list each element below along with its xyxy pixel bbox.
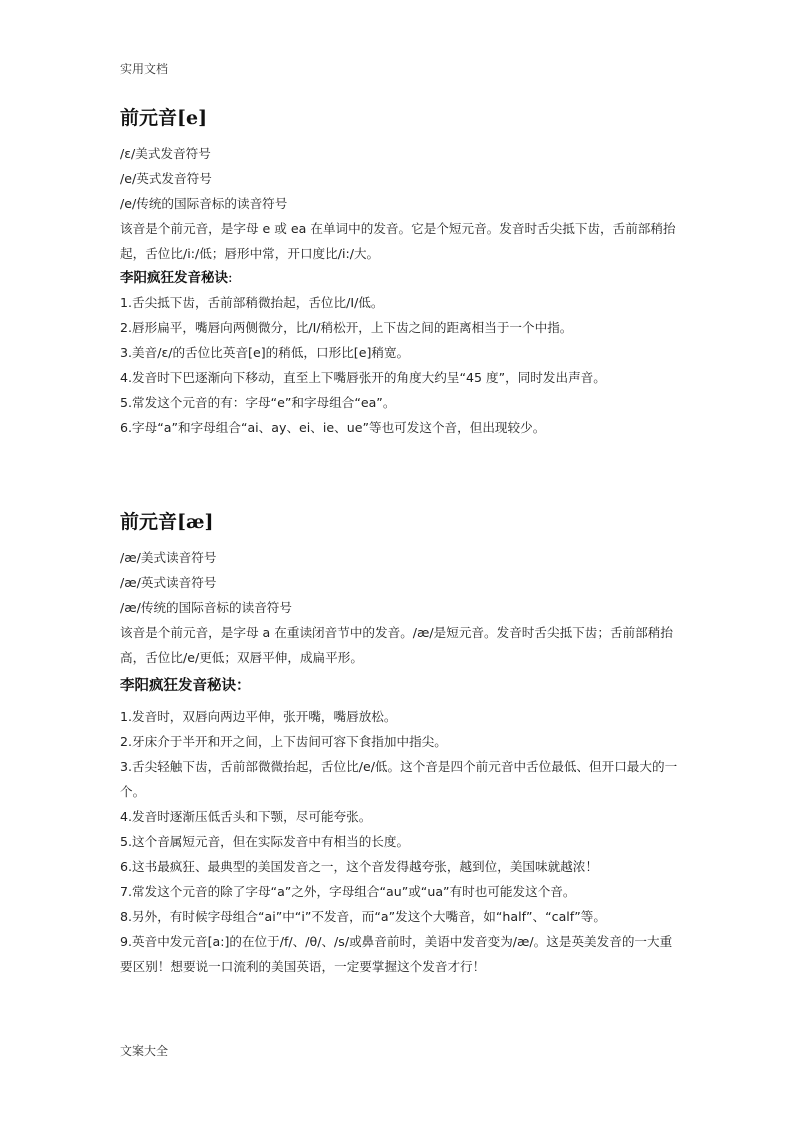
tips-list	[120, 704, 680, 979]
list-item: 9.英音中发元音[a:]的在位于/f/、/θ/、/s/或鼻音前时，美语中发音变为/æ/。这是英美发音的一大重要区别！想要说一口流利的美国英语，一定要掌握这个发音才行！	[120, 934, 673, 974]
list-item: 1.舌尖抵下齿，舌前部稍微抬起，舌位比/I/低。	[120, 295, 384, 310]
list-item: 2.唇形扁平，嘴唇向两侧微分，比/I/稍松开，上下齿之间的距离相当于一个中指。	[120, 320, 573, 335]
tips-list	[120, 290, 680, 440]
list-item: 6.这书最疯狂、最典型的美国发音之一，这个音发得越夸张，越到位，美国味就越浓！	[120, 859, 598, 874]
section-title: 前元音[e]	[120, 107, 208, 129]
secret-heading	[120, 266, 680, 290]
symbol-british: /æ/英式读音符号	[120, 575, 217, 590]
list-item: 4.发音时逐渐压低舌头和下颚，尽可能夸张。	[120, 809, 372, 824]
page-header: 实用文档	[120, 62, 169, 76]
description: 该音是个前元音，是字母 e 或 ea 在单词中的发音。它是个短元音。发音时舌尖抵下齿，舌前部稍抬起，舌位比/i:/低；唇形中常，开口度比/i:/大。	[120, 221, 676, 261]
symbol-ipa: /æ/传统的国际音标的读音符号	[120, 600, 292, 615]
list-item: 4.发音时下巴逐渐向下移动，直至上下嘴唇张开的角度大约呈“45 度”，同时发出声音。	[120, 370, 606, 385]
list-item: 1.发音时，双唇向两边平伸，张开嘴，嘴唇放松。	[120, 709, 397, 724]
symbol-american: /ɛ/美式发音符号	[120, 146, 211, 161]
list-item: 3.美音/ɛ/的舌位比英音[e]的稍低，口形比[e]稍宽。	[120, 345, 410, 360]
symbol-ipa: /e/传统的国际音标的读音符号	[120, 196, 288, 211]
description: 该音是个前元音，是字母 a 在重读闭音节中的发音。/æ/是短元音。发音时舌尖抵下齿；舌前部稍抬高，舌位比/e/更低；双唇平伸，成扁平形。	[120, 625, 673, 665]
secret-heading-text: 李阳疯狂发音秘诀	[120, 270, 228, 286]
list-item: 2.牙床介于半开和开之间，上下齿间可容下食指加中指尖。	[120, 734, 447, 749]
symbol-british: /e/英式发音符号	[120, 171, 212, 186]
list-item: 3.舌尖轻触下齿，舌前部微微抬起，舌位比/e/低。这个音是四个前元音中舌位最低、但开口最大的一个。	[120, 759, 678, 799]
list-item: 8.另外，有时候字母组合“ai”中“i”不发音，而“a”发这个大嘴音，如“half”、“calf”等。	[120, 909, 606, 924]
secret-heading: 李阳疯狂发音秘诀：	[120, 677, 251, 694]
section-front-vowel-e	[120, 103, 680, 440]
list-item: 5.常发这个元音的有：字母“e”和字母组合“ea”。	[120, 395, 396, 410]
page-footer: 文案大全	[120, 1044, 169, 1058]
list-item: 5.这个音属短元音，但在实际发音中有相当的长度。	[120, 834, 410, 849]
list-item: 7.常发这个元音的除了字母“a”之外，字母组合“au”或“ua”有时也可能发这个音。	[120, 884, 576, 899]
symbol-american: /æ/美式读音符号	[120, 550, 217, 565]
section-front-vowel-ae	[120, 507, 680, 979]
section-title: 前元音[æ]	[120, 511, 214, 533]
list-item: 6.字母“a”和字母组合“ai、ay、ei、ie、ue”等也可发这个音，但出现较少。	[120, 420, 546, 435]
secret-heading-colon: :	[228, 270, 233, 286]
